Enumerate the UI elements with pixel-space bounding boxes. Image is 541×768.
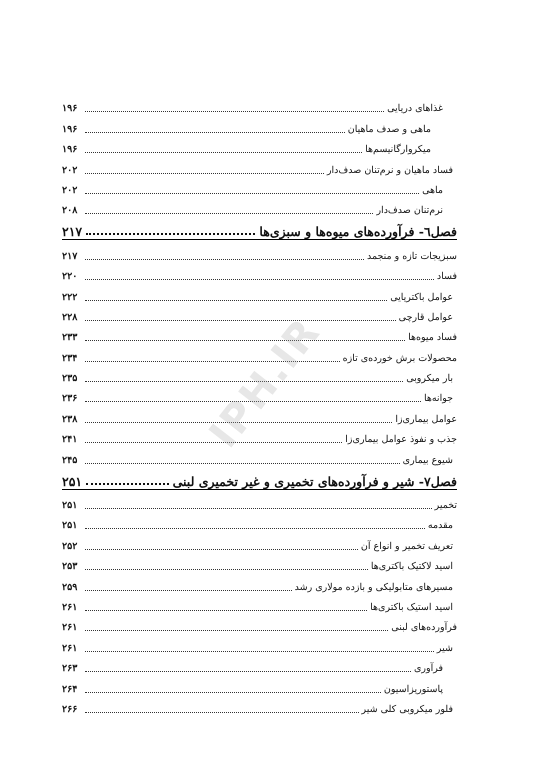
dot-leader [85, 279, 434, 280]
page-number: ۲۲۰ [62, 271, 78, 283]
toc-entry [62, 304, 457, 324]
entry-title: تخمیر [434, 500, 457, 512]
dot-leader [86, 233, 255, 235]
dot-leader [85, 569, 368, 570]
dot-leader [85, 712, 359, 713]
page-number: ۲۶۴ [62, 683, 78, 695]
entry-title: عوامل باکتریایی [390, 291, 453, 303]
page-number: ۲۳۸ [62, 413, 78, 425]
page-number: ۲۶۶ [62, 703, 78, 715]
toc-entry [62, 263, 457, 283]
entry-title: تعریف تخمیر و انواع آن [360, 540, 453, 552]
page-number: ۱۹۶ [62, 103, 78, 115]
entry-title: فرآوری [413, 663, 443, 675]
page-number: ۲۵۳ [62, 561, 78, 573]
page-number: ۱۹۶ [62, 123, 78, 135]
dot-leader [85, 630, 388, 631]
page-number: ۲۲۸ [62, 311, 78, 323]
toc-entry [62, 512, 457, 532]
page-number: ۲۲۲ [62, 291, 78, 303]
page-number: ۲۳۳ [62, 332, 78, 344]
entry-title: فساد میوه‌ها [408, 332, 457, 344]
toc-entry [62, 197, 457, 217]
toc-entry [62, 426, 457, 446]
page-number: ۲۱۷ [62, 224, 83, 240]
entry-title: سبزیجات تازه و منجمد [367, 250, 457, 262]
entry-title: اسید لاکتیک باکتری‌ها [370, 561, 453, 573]
chapter-heading [62, 217, 457, 240]
entry-title: جذب و نفوذ عوامل بیماری‌زا [345, 434, 457, 446]
toc-entry [62, 136, 457, 156]
dot-leader [86, 483, 168, 485]
dot-leader [85, 463, 400, 464]
entry-title: محصولات برش خورده‌ی تازه [342, 352, 457, 364]
page-number: ۲۳۴ [62, 352, 78, 364]
toc-entry [62, 492, 457, 512]
page-number: ۲۴۱ [62, 434, 78, 446]
dot-leader [85, 590, 292, 591]
toc-entry [62, 594, 457, 614]
toc-entry [62, 634, 457, 654]
page-number: ۲۱۷ [62, 250, 78, 262]
dot-leader [85, 340, 405, 341]
page-number: ۲۰۲ [62, 164, 78, 176]
page-number: ۲۳۶ [62, 393, 78, 405]
dot-leader [85, 692, 381, 693]
toc-entry [62, 675, 457, 695]
page-number: ۲۵۹ [62, 581, 78, 593]
toc-entry [62, 655, 457, 675]
entry-title: ماهی و صدف ماهیان [347, 123, 431, 135]
page-number: ۲۶۱ [62, 622, 78, 634]
toc-entry [62, 115, 457, 135]
dot-leader [85, 442, 342, 443]
toc-entry [62, 446, 457, 466]
entry-title: بار میکروبی [406, 373, 453, 385]
toc-entry [62, 614, 457, 634]
entry-title: مسیرهای متابولیکی و بازده مولاری رشد [294, 581, 453, 593]
page-number: ۲۴۵ [62, 454, 78, 466]
entry-title: ماهی [422, 184, 443, 196]
dot-leader [85, 610, 367, 611]
dot-leader [85, 213, 373, 214]
entry-title: غذاهای دریایی [387, 103, 443, 115]
page-number: ۱۹۶ [62, 144, 78, 156]
toc-entry [62, 696, 457, 716]
dot-leader [85, 320, 396, 321]
dot-leader [85, 259, 364, 260]
toc-entry [62, 156, 457, 176]
toc-entry [62, 532, 457, 552]
entry-title: نرم‌تنان صدف‌دار [376, 205, 443, 217]
chapter-title: فصل٧- شیر و فرآورده‌های تخمیری و غیر تخمیری لبنی [172, 473, 457, 489]
dot-leader [85, 193, 419, 194]
page-number: ۲۳۵ [62, 373, 78, 385]
entry-title: فساد ماهیان و نرم‌تنان صدف‌دار [326, 164, 453, 176]
page-number: ۲۵۱ [62, 520, 78, 532]
chapter-heading [62, 467, 457, 490]
entry-title: فلور میکروبی کلی شیر [361, 703, 453, 715]
entry-title: شیوع بیماری [402, 454, 453, 466]
entry-title: فرآورده‌های لبنی [391, 622, 457, 634]
dot-leader [85, 111, 384, 112]
entry-title: پاستوریزاسیون [383, 683, 443, 695]
entry-title: عوامل بیماری‌زا [395, 413, 457, 425]
watermark: IPH.IR [200, 309, 330, 457]
page-number: ۲۵۲ [62, 540, 78, 552]
page-number: ۲۵۱ [62, 473, 83, 489]
entry-title: جوانه‌ها [423, 393, 453, 405]
dot-leader [85, 671, 411, 672]
dot-leader [85, 300, 387, 301]
dot-leader [85, 132, 345, 133]
entry-title: عوامل قارچی [398, 311, 453, 323]
page-number: ۲۶۱ [62, 601, 78, 613]
dot-leader [85, 651, 434, 652]
toc-entry [62, 553, 457, 573]
entry-title: مقدمه [427, 520, 453, 532]
toc-entry [62, 95, 457, 115]
page-number: ۲۶۱ [62, 642, 78, 654]
page-number: ۲۶۳ [62, 663, 78, 675]
entry-title: شیر [436, 642, 453, 654]
entry-title: میکروارگانیسم‌ها [365, 144, 431, 156]
page-number: ۲۵۱ [62, 500, 78, 512]
dot-leader [85, 508, 432, 509]
entry-title: فساد [436, 271, 457, 283]
dot-leader [85, 152, 362, 153]
chapter-title: فصل٦- فرآورده‌های میوه‌ها و سبزی‌ها [259, 224, 457, 240]
toc-entry [62, 177, 457, 197]
entry-title: اسید استیک باکتری‌ها [370, 601, 453, 613]
page-number: ۲۰۸ [62, 205, 78, 217]
dot-leader [85, 173, 324, 174]
dot-leader [85, 528, 425, 529]
dot-leader [85, 549, 358, 550]
page-number: ۲۰۲ [62, 184, 78, 196]
toc-entry [62, 283, 457, 303]
toc-entry [62, 324, 457, 344]
toc-entry [62, 242, 457, 262]
toc-entry [62, 573, 457, 593]
